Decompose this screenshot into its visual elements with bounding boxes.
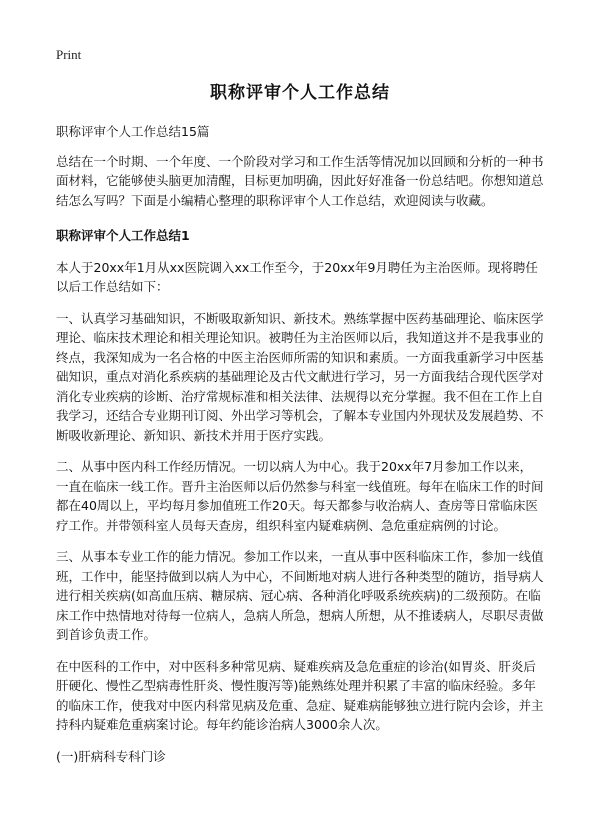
document-subtitle: 职称评审个人工作总结15篇: [56, 124, 210, 139]
section-heading: 职称评审个人工作总结1: [56, 228, 190, 243]
body-paragraph-4: 三、从事本专业工作的能力情况。参加工作以来，一直从事中医科临床工作，参加一线值班，工作中，能坚持做到以病人为中心，不间断地对病人进行各种类型的随访，指导病人进行相关疾病(如高血压病、糖尿病、冠心病、各种消化呼吸系统疾病)的二级预防。在临床工作中热情地对待每一位病人，急病人所急，想病人所想，从不推诿病人，尽职尽责做到首诊负责工作。: [56, 549, 544, 642]
subsection-heading: (一)肝病科专科门诊: [56, 748, 166, 764]
body-paragraph-3: 二、从事中医内科工作经历情况。一切以病人为中心。我于20xx年7月参加工作以来，一直在临床一线工作。晋升主治医师以后仍然参与科室一线值班。每年在临床工作的时间都在40周以上，平均每月参加值班工作20天。每天都参与收治病人、查房等日常临床医疗工作。并带领科室人员每天查房，组织科室内疑难病例、急危重症病例的讨论。: [56, 459, 544, 533]
print-link[interactable]: Print: [56, 47, 82, 62]
intro-paragraph: 总结在一个时期、一个年度、一个阶段对学习和工作生活等情况加以回顾和分析的一种书面材料，它能够使头脑更加清醒，目标更加明确，因此好好准备一份总结吧。你想知道总结怎么写吗？下面是小编精心整理的职称评审个人工作总结，欢迎阅读与收藏。: [56, 153, 544, 208]
body-paragraph-1: 本人于20xx年1月从xx医院调入xx工作至今，于20xx年9月聘任为主治医师。现将聘任以后工作总结如下：: [56, 259, 538, 294]
document-title: 职称评审个人工作总结: [210, 83, 390, 103]
body-paragraph-5: 在中医科的工作中，对中医科多种常见病、疑难疾病及急危重症的诊治(如胃炎、肝炎后肝硬化、慢性乙型病毒性肝炎、慢性腹泻等)能熟练处理并积累了丰富的临床经验。多年的临床工作，使我对中医内科常见病及危重、急症、疑难病能够独立进行院内会诊，并主持科内疑难危重病案讨论。每年约能诊治病人3000余人次。: [56, 658, 544, 732]
body-paragraph-2: 一、认真学习基础知识，不断吸取新知识、新技术。熟练掌握中医药基础理论、临床医学理论、临床技术理论和相关理论知识。被聘任为主治医师以后，我知道这并不是我事业的终点，我深知成为一名合格的中医主治医师所需的知识和素质。一方面我重新学习中医基础知识，重点对消化系疾病的基础理论及古代文献进行学习，另一方面我结合现代医学对消化专业疾病的诊断、治疗常规标准和相关法律、法规得以充分掌握。我不但在工作上自我学习，还结合专业期刊订阅、外出学习等机会，了解本专业国内外现状及发展趋势、不断吸收新理论、新知识、新技术并用于医疗实践。: [56, 310, 544, 443]
